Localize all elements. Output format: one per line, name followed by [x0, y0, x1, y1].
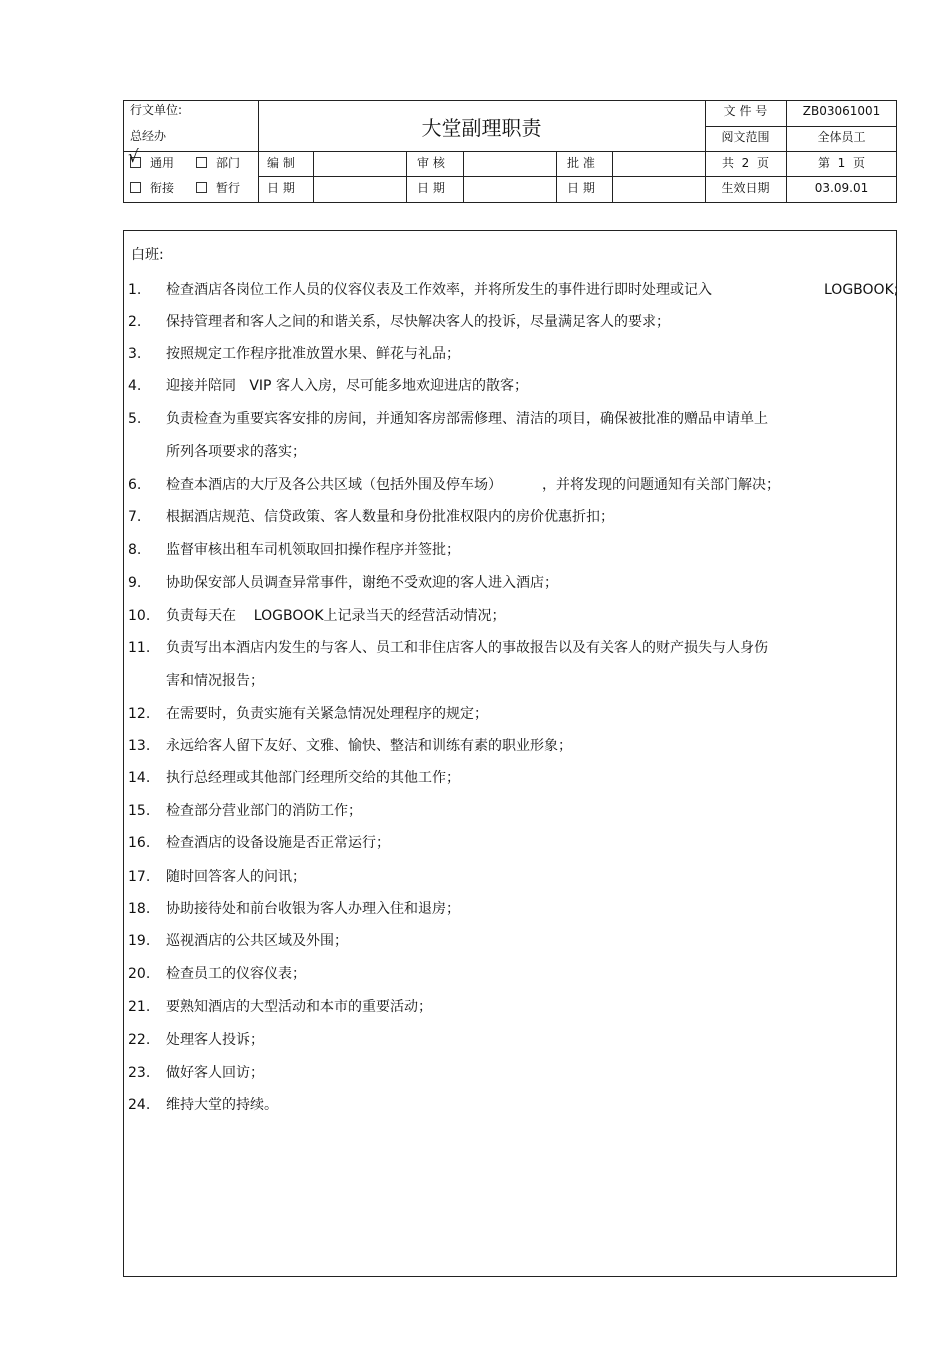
- item-text: 检查员工的仪容仪表；: [166, 966, 306, 982]
- option-general-label: 通用: [150, 156, 175, 170]
- item-continuation: 所列各项要求的落实；: [166, 444, 306, 460]
- item-number: 2.: [128, 314, 142, 330]
- issuer-value: 总经办: [130, 129, 167, 143]
- header-col-line: [406, 151, 407, 203]
- item-text: 在需要时，负责实施有关紧急情况处理程序的规定；: [166, 706, 488, 722]
- shift-heading: 白班:: [131, 247, 164, 263]
- compiled-date-label: 日 期: [267, 181, 295, 195]
- header-col-line: [556, 151, 557, 203]
- item-number: 16.: [128, 835, 151, 851]
- item-text: 检查酒店的设备设施是否正常运行；: [166, 835, 390, 851]
- item-number: 20.: [128, 966, 151, 982]
- item-number: 23.: [128, 1065, 151, 1081]
- item-number: 9.: [128, 575, 142, 591]
- item-number: 6.: [128, 477, 142, 493]
- option-department-label: 部门: [216, 156, 241, 170]
- item-text: 做好客人回访；: [166, 1065, 264, 1081]
- option-handover-label: 衔接: [150, 181, 175, 195]
- header-col-line: [463, 151, 464, 203]
- issuer-label: 行文单位:: [130, 103, 183, 117]
- checkmark-icon: √: [128, 147, 139, 167]
- effective-date-value: 03.09.01: [814, 181, 869, 195]
- item-text: 迎接并陪同 VIP 客人入房，尽可能多地欢迎进店的散客；: [166, 378, 528, 394]
- approved-label: 批 准: [567, 156, 595, 170]
- item-continuation: 害和情况报告；: [166, 673, 264, 689]
- item-text: 检查部分营业部门的消防工作；: [166, 803, 362, 819]
- item-number: 21.: [128, 999, 151, 1015]
- item-number: 22.: [128, 1032, 151, 1048]
- item-number: 11.: [128, 640, 151, 656]
- item-number: 4.: [128, 378, 142, 394]
- item-text: 负责每天在 LOGBOOK上记录当天的经营活动情况；: [166, 608, 506, 624]
- item-text: 负责写出本酒店内发生的与客人、员工和非住店客人的事故报告以及有关客人的财产损失与人身伤: [166, 640, 768, 656]
- item-text: 检查酒店各岗位工作人员的仪容仪表及工作效率，并将所发生的事件进行即时处理或记入: [166, 282, 712, 298]
- item-number: 13.: [128, 738, 151, 754]
- header-divider-bottom-row: [258, 176, 897, 177]
- item-number: 8.: [128, 542, 142, 558]
- item-text: 协助接待处和前台收银为客人办理入住和退房；: [166, 901, 460, 917]
- option-handover[interactable]: [130, 181, 174, 195]
- item-text: 根据酒店规范、信贷政策、客人数量和身份批准权限内的房价优惠折扣；: [166, 509, 614, 525]
- header-col-line: [313, 151, 314, 203]
- item-number: 3.: [128, 346, 142, 362]
- option-general[interactable]: [128, 147, 175, 170]
- checkbox-handover[interactable]: [130, 182, 141, 193]
- item-text: 永远给客人留下友好、文雅、愉快、整洁和训练有素的职业形象；: [166, 738, 572, 754]
- item-number: 5.: [128, 411, 142, 427]
- item-text: 监督审核出租车司机领取回扣操作程序并签批；: [166, 542, 460, 558]
- reviewed-date-label: 日 期: [417, 181, 445, 195]
- total-pages: 共 2 页: [722, 156, 769, 170]
- item-number: 10.: [128, 608, 151, 624]
- item-text: 检查本酒店的大厅及各公共区域（包括外围及停车场） ，并将发现的问题通知有关部门解决；: [166, 477, 781, 493]
- item-text: 负责检查为重要宾客安排的房间，并通知客房部需修理、清洁的项目，确保被批准的赠品申请单上: [166, 411, 768, 427]
- item-text: 随时回答客人的问讯；: [166, 869, 306, 885]
- checkbox-department[interactable]: [196, 157, 207, 168]
- scope-value: 全体员工: [817, 130, 866, 144]
- option-department[interactable]: [196, 156, 240, 170]
- item-number: 15.: [128, 803, 151, 819]
- file-number-label: 文 件 号: [723, 104, 768, 118]
- scope-label: 阅文范围: [721, 130, 770, 144]
- compiled-label: 编 制: [267, 156, 295, 170]
- item-number: 18.: [128, 901, 151, 917]
- reviewed-label: 审 核: [417, 156, 445, 170]
- header-divider-right-mid: [705, 126, 897, 127]
- item-number: 7.: [128, 509, 142, 525]
- approved-date-label: 日 期: [567, 181, 595, 195]
- item-text: 要熟知酒店的大型活动和本市的重要活动；: [166, 999, 432, 1015]
- item-number: 17.: [128, 869, 151, 885]
- item-text: 执行总经理或其他部门经理所交给的其他工作；: [166, 770, 460, 786]
- file-number-value: ZB03061001: [802, 104, 881, 118]
- item-text: 协助保安部人员调查异常事件，谢绝不受欢迎的客人进入酒店；: [166, 575, 558, 591]
- item-text: 维持大堂的持续。: [166, 1097, 278, 1113]
- item-number: 19.: [128, 933, 151, 949]
- item-text: 处理客人投诉；: [166, 1032, 264, 1048]
- effective-date-label: 生效日期: [721, 181, 770, 195]
- checkbox-general[interactable]: [128, 147, 141, 168]
- option-interim[interactable]: [196, 181, 240, 195]
- checkbox-interim[interactable]: [196, 182, 207, 193]
- item-suffix: LOGBOOK;: [824, 282, 899, 298]
- item-text: 巡视酒店的公共区域及外围；: [166, 933, 348, 949]
- item-number: 12.: [128, 706, 151, 722]
- item-text: 按照规定工作程序批准放置水果、鲜花与礼品；: [166, 346, 460, 362]
- header-col-line: [612, 151, 613, 203]
- item-number: 1.: [128, 282, 142, 298]
- option-interim-label: 暂行: [216, 181, 241, 195]
- item-number: 24.: [128, 1097, 151, 1113]
- document-title: 大堂副理职责: [421, 115, 542, 140]
- item-number: 14.: [128, 770, 151, 786]
- item-text: 保持管理者和客人之间的和谐关系，尽快解决客人的投诉，尽量满足客人的要求；: [166, 314, 670, 330]
- page-number: 第 1 页: [818, 156, 865, 170]
